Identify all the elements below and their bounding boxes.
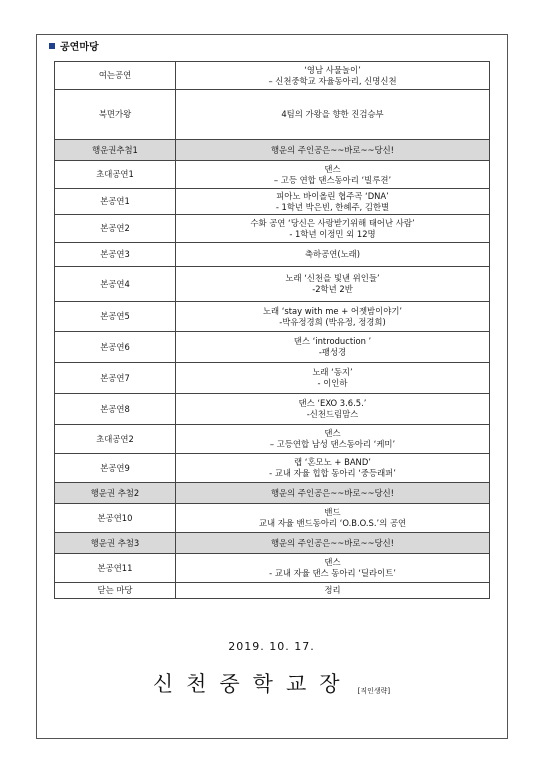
program-row — [55, 62, 490, 90]
program-detail-line: 피아노 바이올린 협주곡 ‘DNA’ — [276, 190, 389, 201]
program-table — [54, 61, 490, 599]
program-detail-line: 노래 ‘신천을 빛낸 위인들’ — [285, 273, 380, 283]
document-date: 2019. 10. 17. — [228, 640, 315, 653]
program-detail-line: 댄스 — [324, 557, 341, 567]
signer-name: 신천중학교장 — [152, 672, 353, 696]
program-detail-line: 행운의 주인공은~~바로~~당신! — [270, 537, 395, 548]
program-item-label: 본공연8 — [55, 394, 176, 425]
program-row — [55, 140, 490, 161]
signature-block — [0, 668, 543, 698]
program-detail-line: 댄스 — [324, 163, 341, 174]
program-row — [55, 554, 490, 583]
program-item-label: 본공연4 — [55, 267, 176, 302]
program-item-label: 행운권 추첨3 — [55, 533, 176, 554]
program-item-label: 닫는 마당 — [55, 583, 176, 599]
program-row — [55, 267, 490, 302]
program-detail-line: -신천드림맘스 — [306, 409, 359, 419]
program-detail-line: -팽성경 — [318, 347, 347, 357]
program-detail-line: 행운의 주인공은~~바로~~당신! — [270, 144, 395, 155]
program-item-detail — [176, 394, 490, 425]
program-detail-line: -박유정경희 (박유정, 정경희) — [279, 316, 386, 327]
program-detail-line: 4팀의 가왕을 향한 진검승부 — [281, 109, 384, 119]
program-row — [55, 161, 490, 189]
program-item-label: 행운권 추첨2 — [55, 483, 176, 504]
program-detail-line: 축하공연(노래) — [304, 249, 361, 259]
program-row — [55, 215, 490, 243]
program-detail-line: 행운의 주인공은~~바로~~당신! — [270, 487, 395, 498]
program-item-label: 본공연1 — [55, 189, 176, 215]
program-detail-line: - 교내 자율 댄스 동아리 ‘딜라이트’ — [269, 568, 396, 578]
program-detail-line: – 신천중학교 자율동아리, 신명신천 — [268, 75, 397, 86]
program-item-detail — [176, 90, 490, 140]
program-item-detail — [176, 332, 490, 363]
program-item-label: 북면가왕 — [55, 90, 176, 140]
program-item-label: 행운권추첨1 — [55, 140, 176, 161]
program-item-label: 초대공연2 — [55, 425, 176, 454]
program-detail-line: 댄스 — [324, 428, 341, 438]
program-detail-line: 교내 자율 밴드동아리 ‘O.B.O.S.’의 공연 — [258, 518, 407, 528]
program-detail-line: -2학년 2반 — [312, 284, 353, 294]
program-item-label: 본공연5 — [55, 302, 176, 332]
program-item-detail — [176, 483, 490, 504]
program-item-detail — [176, 554, 490, 583]
program-item-detail — [176, 363, 490, 394]
program-detail-line: - 교내 자율 힙합 동아리 ‘중등래퍼’ — [269, 468, 396, 478]
program-detail-line: – 고등 연합 댄스동아리 ‘빌루젼’ — [273, 174, 392, 185]
program-row — [55, 533, 490, 554]
program-item-label: 여는공연 — [55, 62, 176, 90]
program-detail-line: 수화 공연 ‘당신은 사랑받기위해 태어난 사람’ — [250, 217, 415, 228]
program-detail-line: ‘영남 사물놀이’ — [304, 64, 361, 75]
program-row — [55, 454, 490, 483]
program-item-label: 본공연7 — [55, 363, 176, 394]
program-detail-line: 정리 — [324, 585, 341, 595]
program-item-detail — [176, 140, 490, 161]
square-bullet-icon — [49, 43, 55, 49]
program-detail-line: 밴드 — [324, 507, 341, 517]
program-row — [55, 394, 490, 425]
seal-note: [직인생략] — [357, 687, 391, 695]
program-item-detail — [176, 215, 490, 243]
program-item-detail — [176, 425, 490, 454]
program-row — [55, 583, 490, 599]
program-item-label: 본공연11 — [55, 554, 176, 583]
program-item-label: 본공연6 — [55, 332, 176, 363]
program-item-detail — [176, 504, 490, 533]
program-item-detail — [176, 243, 490, 267]
program-detail-line: – 고등연합 남성 댄스동아리 ‘케미’ — [269, 439, 396, 449]
program-detail-line: 댄스 ‘introduction ’ — [293, 336, 372, 346]
program-item-label: 본공연10 — [55, 504, 176, 533]
program-row — [55, 90, 490, 140]
program-detail-line: 노래 ‘동지’ — [312, 367, 353, 377]
program-detail-line: - 1학년 박은빈, 한혜주, 김한별 — [275, 201, 390, 212]
section-heading — [49, 38, 99, 53]
program-item-detail — [176, 189, 490, 215]
program-detail-line: - 이인하 — [317, 378, 348, 388]
program-item-detail — [176, 267, 490, 302]
program-item-detail — [176, 533, 490, 554]
program-item-detail — [176, 161, 490, 189]
program-row — [55, 363, 490, 394]
program-item-label: 본공연3 — [55, 243, 176, 267]
program-row — [55, 189, 490, 215]
program-detail-line: - 1학년 이정민 외 12명 — [289, 228, 376, 239]
program-row — [55, 243, 490, 267]
program-item-detail — [176, 62, 490, 90]
program-item-detail — [176, 583, 490, 599]
program-item-detail — [176, 302, 490, 332]
program-item-detail — [176, 454, 490, 483]
program-item-label: 본공연9 — [55, 454, 176, 483]
program-row — [55, 483, 490, 504]
program-detail-line: 노래 ‘stay with me + 어젯밤이야기’ — [262, 305, 403, 316]
program-item-label: 본공연2 — [55, 215, 176, 243]
program-row — [55, 332, 490, 363]
program-row — [55, 425, 490, 454]
program-detail-line: 댄스 ‘EXO 3.6.5.’ — [298, 398, 367, 408]
program-item-label: 초대공연1 — [55, 161, 176, 189]
program-detail-line: 랩 ‘혼모노 + BAND’ — [294, 457, 371, 467]
program-row — [55, 504, 490, 533]
program-row — [55, 302, 490, 332]
section-title: 공연마당 — [60, 42, 99, 53]
